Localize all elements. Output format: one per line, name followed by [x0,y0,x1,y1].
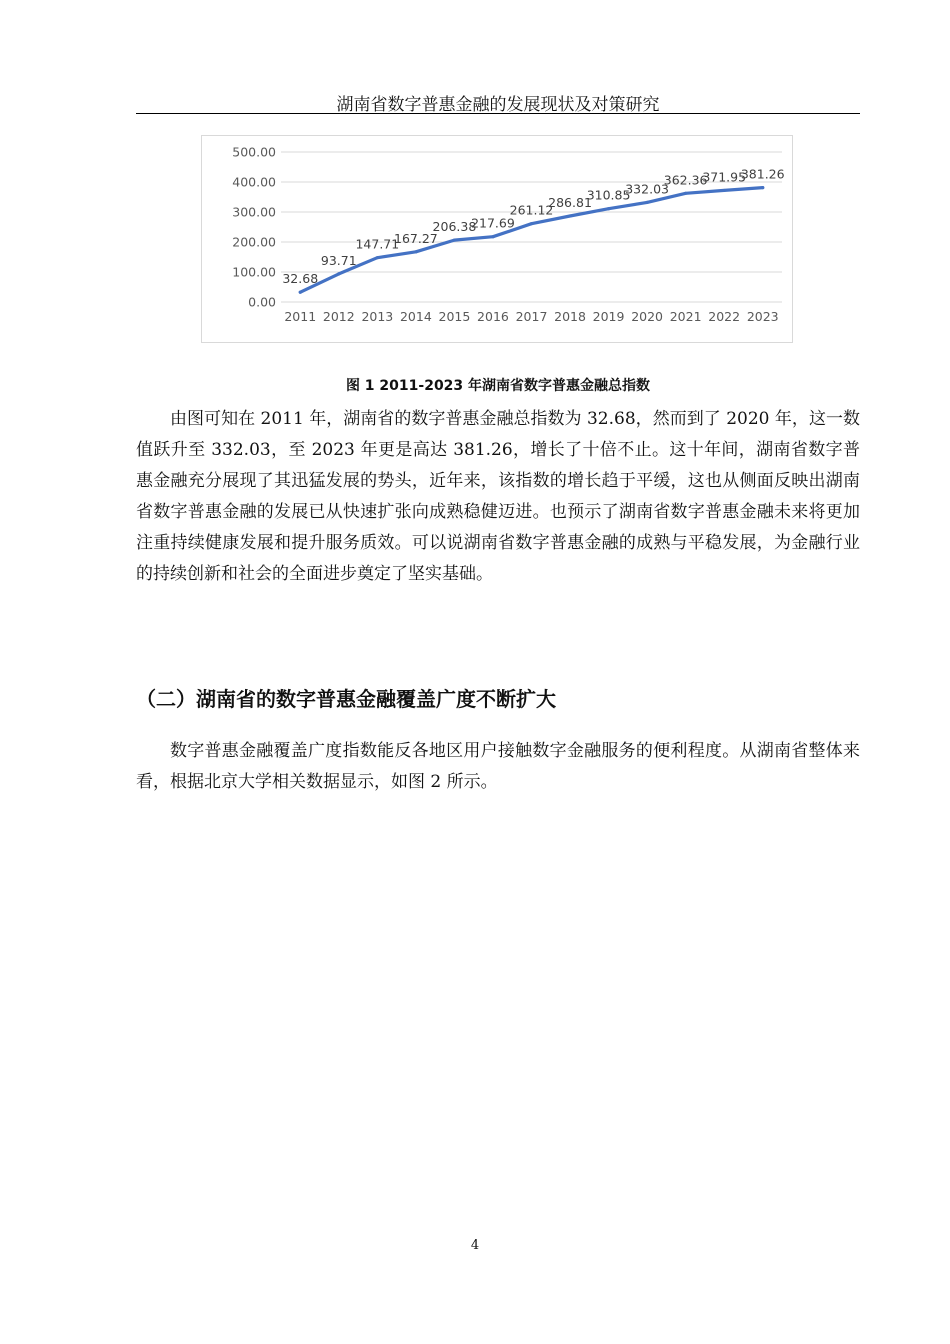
data-label: 371.95 [702,169,747,185]
data-label: 362.36 [663,172,708,188]
x-tick-label: 2011 [284,309,317,324]
x-tick-label: 2023 [746,309,779,324]
x-tick-label: 2013 [361,309,394,324]
figure-caption: 图 1 2011-2023 年湖南省数字普惠金融总指数 [345,378,651,394]
body-paragraph-2: 数字普惠金融覆盖广度指数能反各地区用户接触数字金融服务的便利程度。从湖南省整体来看，根据北京大学相关数据显示，如图 2 所示。 [136,741,860,792]
running-header-title: 湖南省数字普惠金融的发展现状及对策研究 [336,95,660,115]
data-point [684,192,687,195]
data-point [453,238,456,241]
data-point [376,256,379,259]
y-tick-label: 400.00 [232,174,276,190]
data-label: 32.68 [282,271,319,287]
data-label: 381.26 [740,166,785,182]
x-tick-label: 2021 [669,309,702,324]
data-label: 217.69 [471,215,515,231]
x-tick-label: 2018 [554,309,586,324]
data-point [414,250,417,253]
data-label: 286.81 [548,194,592,210]
y-tick-label: 500.00 [232,144,276,160]
x-tick-label: 2014 [399,309,432,324]
data-point [530,222,533,225]
body-paragraph-1: 由图可知在 2011 年，湖南省的数字普惠金融总指数为 32.68，然而到了 2020 年，这一数值跃升至 332.03，至 2023 年更是高达 381.26，增长了十倍不止。这十年间，湖南省数字普惠金融充分展现了其迅猛发展的势头，近年来，该指数的增长趋于平缓，这也从侧面反映出湖南省数字普惠金融的发展已从快速扩张向成熟稳健迈进。也预示了湖南省数字普惠金融未来将更加注重持续健康发展和提升服务质效。可以说湖南省数字普惠金融的成熟与平稳发展，为金融行业的持续创新和社会的全面进步奠定了坚实基础。 [136,409,860,584]
data-point [337,272,340,275]
data-point [723,189,726,192]
x-tick-label: 2017 [515,309,548,324]
chart-svg [202,136,794,344]
data-label: 332.03 [625,181,669,197]
header-rule [136,113,860,114]
y-tick-label: 0.00 [248,294,276,310]
y-tick-label: 100.00 [232,264,276,280]
data-point [761,186,764,189]
data-label: 93.71 [320,252,357,268]
x-tick-label: 2016 [477,309,509,324]
data-point [299,291,302,294]
data-label: 147.71 [355,236,400,252]
data-point [646,201,649,204]
x-tick-label: 2020 [631,309,664,324]
line-chart [201,135,793,343]
section-title: （二）湖南省的数字普惠金融覆盖广度不断扩大 [136,687,556,711]
data-label: 167.27 [394,230,438,246]
data-point [607,207,610,210]
y-tick-label: 300.00 [232,204,276,220]
data-label: 261.12 [509,202,554,218]
x-tick-label: 2015 [438,309,471,324]
data-point [568,214,571,217]
x-tick-label: 2022 [708,309,741,324]
page-number: 4 [470,1238,480,1253]
data-point [491,235,494,238]
x-tick-label: 2019 [592,309,625,324]
data-label: 310.85 [586,187,631,203]
y-tick-label: 200.00 [232,234,276,250]
data-label: 206.38 [432,219,477,235]
x-tick-label: 2012 [322,309,355,324]
